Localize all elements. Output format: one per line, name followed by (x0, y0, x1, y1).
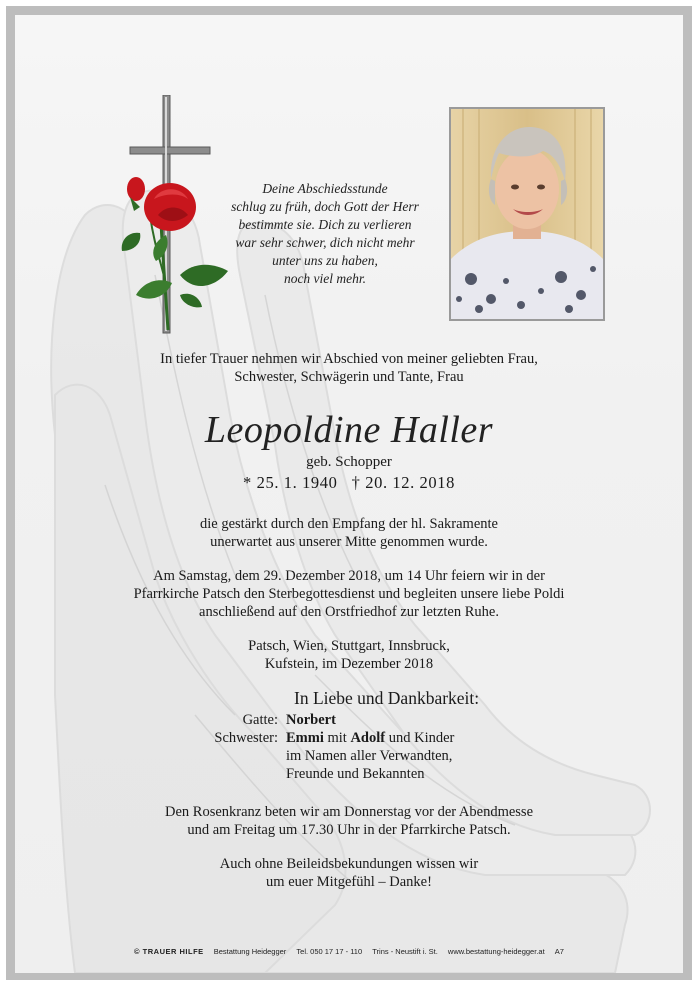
poem-line: noch viel mehr. (283, 271, 367, 286)
poem-line: Deine Abschiedsstunde (262, 181, 388, 196)
poem-line: schlug zu früh, doch Gott der Herr (231, 199, 419, 214)
sister-name: Emmi (286, 730, 324, 746)
footer-code: A7 (554, 947, 564, 956)
place-line: Kufstein, im Dezember 2018 (264, 656, 434, 672)
sister-label: Schwester: (214, 730, 278, 746)
spouse-label: Gatte: (242, 712, 278, 728)
sister-rest: und Kinder (388, 730, 455, 746)
extra-line: im Namen aller Verwandten, (286, 748, 453, 764)
death-date: † 20. 12. 2018 (351, 473, 455, 492)
rosary-line: und am Freitag um 17.30 Uhr in der Pfarrkirche Patsch. (187, 822, 511, 838)
poem-line: bestimmte sie. Dich zu verlieren (238, 217, 412, 232)
rosary-text (15, 803, 683, 839)
poem (210, 180, 440, 288)
service-line: Pfarrkirche Patsch den Sterbegottesdienst und begleiten unsere liebe Poldi (133, 586, 565, 602)
poem-line: unter uns zu haben, (272, 253, 378, 268)
place-date-text (15, 637, 683, 673)
sacrament-line: die gestärkt durch den Empfang der hl. Sakramente (200, 516, 498, 532)
poem-line: war sehr schwer, dich nicht mehr (235, 235, 415, 250)
spouse-name: Norbert (286, 712, 336, 728)
birth-name: geb. Schopper (306, 454, 392, 470)
intro-line: Schwester, Schwägerin und Tante, Frau (234, 369, 464, 385)
service-text (15, 567, 683, 621)
intro-line: In tiefer Trauer nehmen wir Abschied von meiner geliebten Frau, (160, 351, 538, 367)
extra-row (165, 747, 565, 765)
sister-with: mit (327, 730, 347, 746)
footer-undertaker: Bestattung Heidegger (213, 947, 287, 956)
intro-text (15, 350, 683, 386)
condolences-line: um euer Mitgefühl – Danke! (266, 874, 432, 890)
deceased-name: Leopoldine Haller (204, 409, 494, 451)
sacrament-text (15, 515, 683, 551)
sister-partner: Adolf (350, 730, 386, 746)
obituary-sheet (15, 15, 683, 973)
service-line: Am Samstag, dem 29. Dezember 2018, um 14 Uhr feiern wir in der (153, 568, 545, 584)
rosary-line: Den Rosenkranz beten wir am Donnerstag vor der Abendmesse (164, 804, 534, 820)
footer-address: Trins - Neustift i. St. (372, 947, 438, 956)
place-line: Patsch, Wien, Stuttgart, Innsbruck, (248, 638, 450, 654)
condolences-text (15, 855, 683, 891)
service-line: anschließend auf den Orstfriedhof zur letzten Ruhe. (199, 604, 499, 620)
spouse-row (165, 711, 565, 729)
portrait-photo (449, 107, 605, 321)
footer-brand: © TRAUER HILFE (134, 947, 204, 956)
footer-website: www.bestattung-heidegger.at (447, 947, 545, 956)
sister-row (165, 729, 565, 747)
footer (15, 947, 683, 957)
life-dates (15, 473, 683, 493)
mourners-list (165, 711, 565, 783)
birth-date: * 25. 1. 1940 (243, 473, 338, 492)
extra-row (165, 765, 565, 783)
footer-phone: Tel. 050 17 17 - 110 (296, 947, 363, 956)
mourners-title: In Liebe und Dankbarkeit: (294, 688, 480, 708)
sacrament-line: unerwartet aus unserer Mitte genommen wurde. (210, 534, 488, 550)
portrait-image (451, 109, 603, 319)
extra-line: Freunde und Bekannten (286, 766, 425, 782)
condolences-line: Auch ohne Beileidsbekundungen wissen wir (219, 856, 479, 872)
